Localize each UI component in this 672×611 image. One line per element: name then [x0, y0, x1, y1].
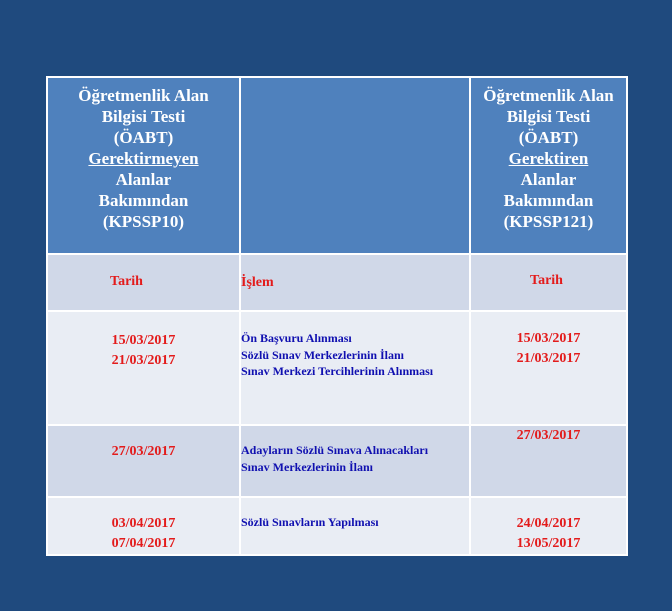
header-left-line3: (ÖABT) — [113, 128, 174, 147]
header-left-line2: Bilgisi Testi — [101, 107, 186, 126]
row1-operation-1: Ön Başvuru Alınması — [241, 331, 352, 345]
row1-left-date-1: 15/03/2017 — [111, 333, 176, 348]
header-right-line2: Bilgisi Testi — [506, 107, 591, 126]
header-right-line5: Alanlar — [520, 170, 577, 189]
row2-operation-1: Adayların Sözlü Sınava Alınacakları — [241, 443, 429, 457]
header-right-line7: (KPSSP121) — [503, 212, 594, 231]
header-left-cell — [47, 77, 240, 254]
row2-operation-2: Sınav Merkezlerinin İlanı — [241, 459, 373, 474]
header-left-line1: Öğretmenlik Alan — [78, 86, 209, 105]
header-right-cell — [470, 77, 627, 254]
table-row — [47, 425, 627, 497]
header-left-line6: Bakımından — [98, 191, 189, 210]
header-left-line7: (KPSSP10) — [102, 212, 185, 231]
row1-right-date-2: 21/03/2017 — [516, 351, 581, 366]
row1-left-date-2: 21/03/2017 — [111, 353, 176, 368]
row2-operations — [240, 425, 470, 497]
row3-left-date-2: 07/04/2017 — [111, 536, 176, 551]
row3-operations — [240, 497, 470, 555]
row1-left-dates — [47, 311, 240, 425]
row3-left-dates — [47, 497, 240, 555]
row1-operations — [240, 311, 470, 425]
row1-right-date-1: 15/03/2017 — [516, 331, 581, 346]
header-left-underlined: Gerektirmeyen — [88, 149, 199, 168]
header-right-line1: Öğretmenlik Alan — [483, 86, 614, 105]
label-right-cell — [470, 254, 627, 311]
header-left-line5: Alanlar — [115, 170, 172, 189]
header-right-underlined: Gerektiren — [508, 149, 589, 168]
table-row — [47, 311, 627, 425]
row3-right-date-1: 24/04/2017 — [516, 516, 581, 531]
row3-right-date-2: 13/05/2017 — [516, 536, 581, 551]
label-row — [47, 254, 627, 311]
row1-operation-3: Sınav Merkezi Tercihlerinin Alınması — [241, 364, 434, 378]
label-operation: İşlem — [241, 275, 274, 290]
row3-left-date-1: 03/04/2017 — [111, 516, 176, 531]
row2-left-date-1: 27/03/2017 — [111, 444, 176, 459]
row3-right-dates — [470, 497, 627, 555]
row2-right-dates — [470, 425, 627, 497]
header-right-line3: (ÖABT) — [518, 128, 579, 147]
row1-right-dates — [470, 311, 627, 425]
row2-left-dates — [47, 425, 240, 497]
table-row — [47, 497, 627, 555]
row2-right-date-1: 27/03/2017 — [516, 428, 581, 443]
label-right-date: Tarih — [530, 273, 563, 288]
row3-operation-1: Sözlü Sınavların Yapılması — [241, 515, 379, 529]
header-row — [47, 77, 627, 254]
header-right-line6: Bakımından — [503, 191, 594, 210]
label-operation-cell — [240, 254, 470, 311]
header-middle-cell — [240, 77, 470, 254]
row1-operation-2: Sözlü Sınav Merkezlerinin İlanı — [241, 347, 405, 362]
label-left-cell — [47, 254, 240, 311]
label-left-date: Tarih — [110, 274, 143, 289]
schedule-table — [46, 76, 628, 556]
